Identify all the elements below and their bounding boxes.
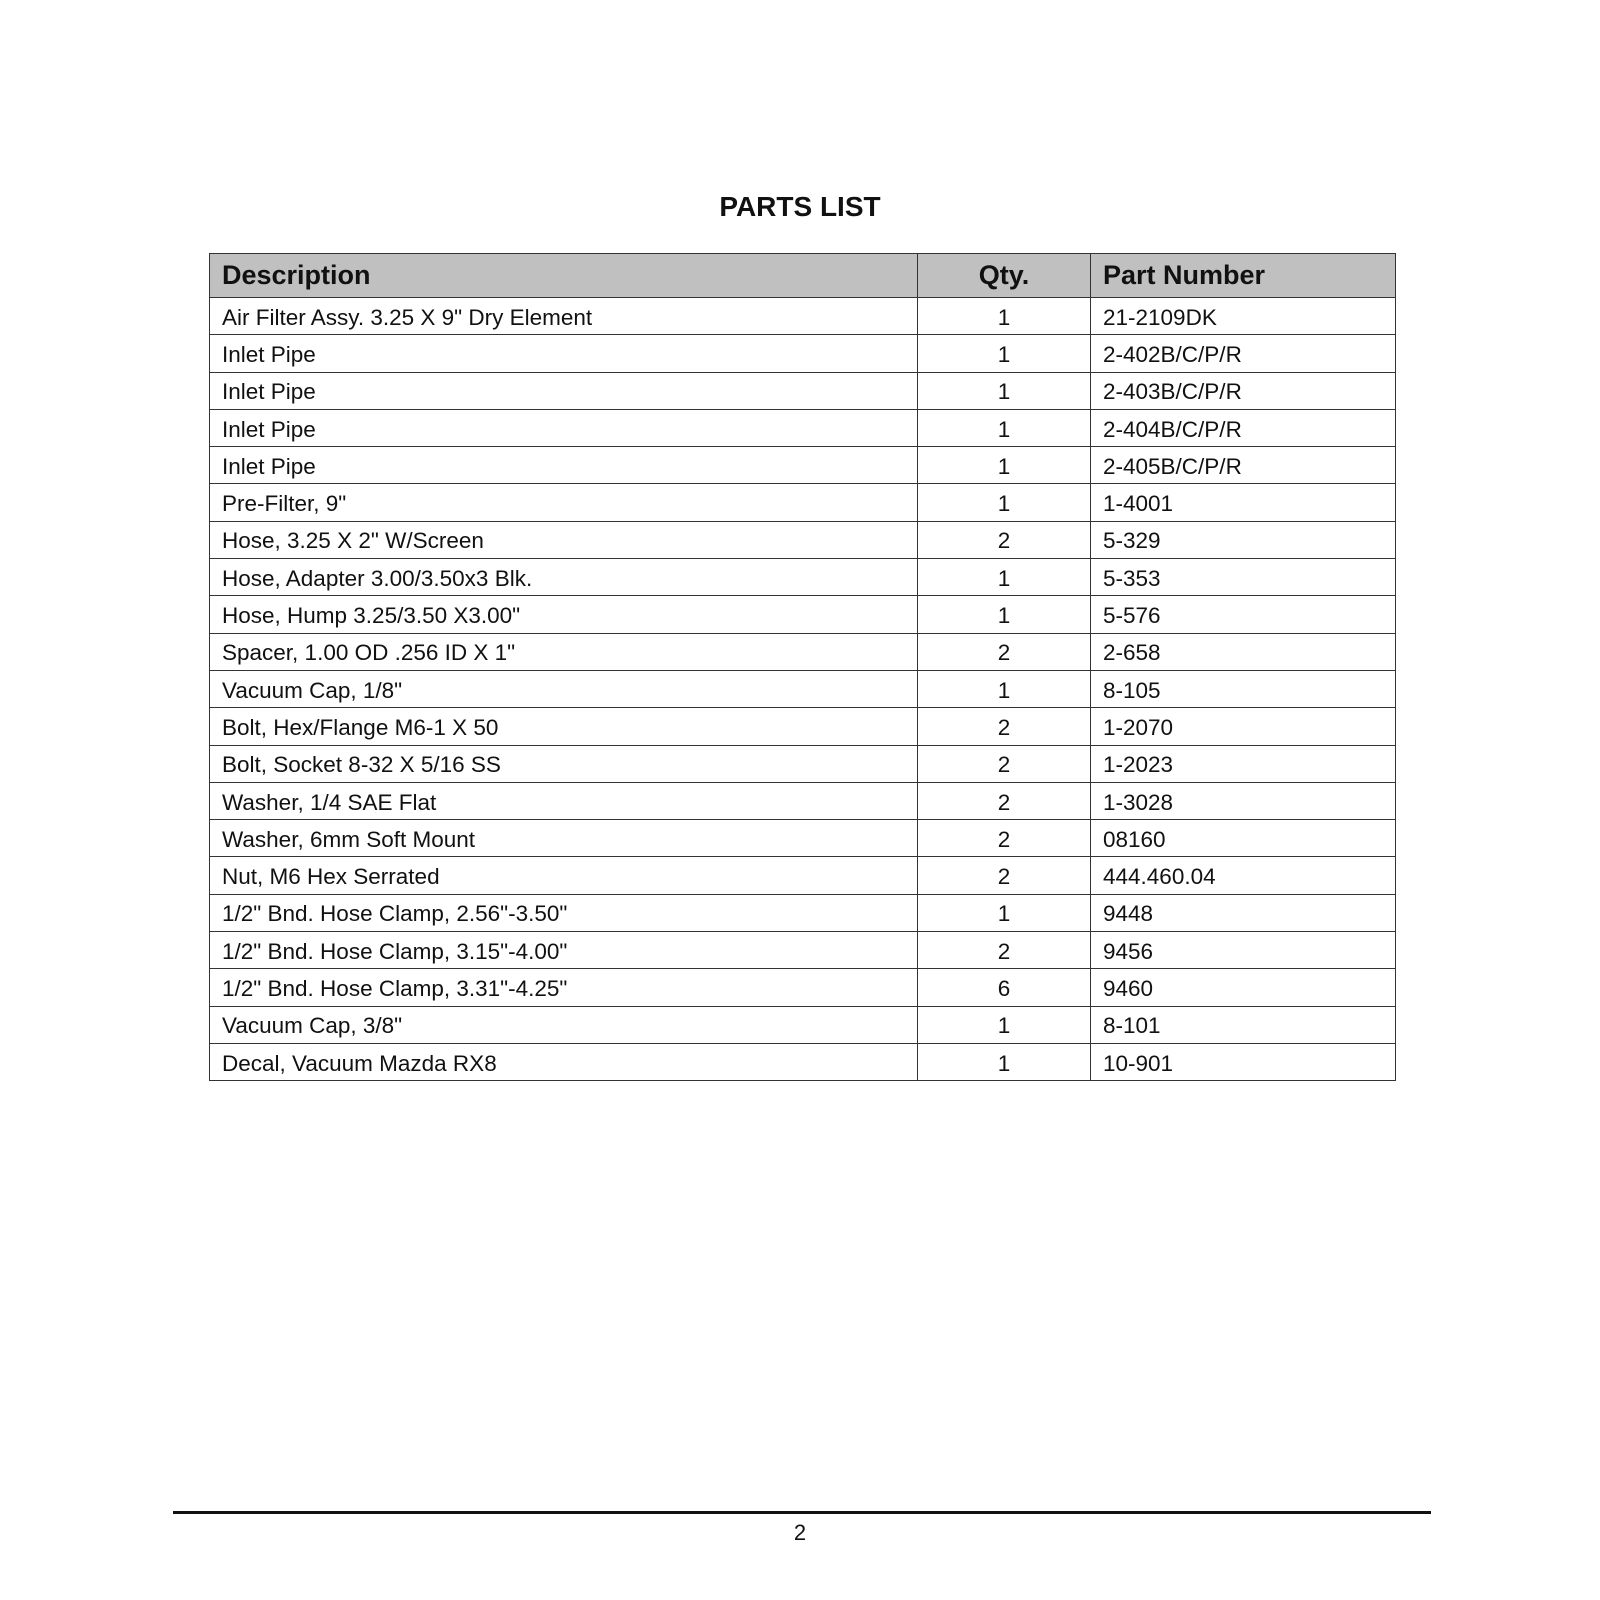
table-row — [210, 484, 1396, 521]
cell-part-number: 9456 — [1091, 932, 1396, 969]
cell-description: 1/2" Bnd. Hose Clamp, 2.56"-3.50" — [210, 894, 918, 931]
table-row — [210, 298, 1396, 335]
cell-qty: 2 — [918, 782, 1091, 819]
cell-qty: 2 — [918, 745, 1091, 782]
cell-description: Inlet Pipe — [210, 447, 918, 484]
cell-part-number: 2-403B/C/P/R — [1091, 372, 1396, 409]
cell-part-number: 2-402B/C/P/R — [1091, 335, 1396, 372]
table-row — [210, 559, 1396, 596]
table-row — [210, 969, 1396, 1006]
cell-part-number: 2-658 — [1091, 633, 1396, 670]
cell-description: Bolt, Hex/Flange M6-1 X 50 — [210, 708, 918, 745]
column-header-description: Description — [210, 254, 918, 298]
cell-part-number: 21-2109DK — [1091, 298, 1396, 335]
cell-qty: 2 — [918, 857, 1091, 894]
cell-description: Spacer, 1.00 OD .256 ID X 1" — [210, 633, 918, 670]
column-header-qty: Qty. — [918, 254, 1091, 298]
table-row — [210, 447, 1396, 484]
cell-part-number: 2-405B/C/P/R — [1091, 447, 1396, 484]
cell-description: Decal, Vacuum Mazda RX8 — [210, 1043, 918, 1080]
cell-qty: 1 — [918, 409, 1091, 446]
cell-qty: 2 — [918, 820, 1091, 857]
cell-part-number: 1-4001 — [1091, 484, 1396, 521]
cell-part-number: 9460 — [1091, 969, 1396, 1006]
cell-description: Inlet Pipe — [210, 372, 918, 409]
cell-qty: 1 — [918, 484, 1091, 521]
cell-description: Nut, M6 Hex Serrated — [210, 857, 918, 894]
table-row — [210, 1043, 1396, 1080]
table-header-row — [210, 254, 1396, 298]
table-row — [210, 521, 1396, 558]
cell-qty: 1 — [918, 1043, 1091, 1080]
cell-description: Hose, 3.25 X 2" W/Screen — [210, 521, 918, 558]
table-row — [210, 1006, 1396, 1043]
table-row — [210, 745, 1396, 782]
table-row — [210, 782, 1396, 819]
cell-part-number: 1-2023 — [1091, 745, 1396, 782]
cell-qty: 1 — [918, 559, 1091, 596]
cell-part-number: 5-353 — [1091, 559, 1396, 596]
cell-description: Bolt, Socket 8-32 X 5/16 SS — [210, 745, 918, 782]
cell-part-number: 8-101 — [1091, 1006, 1396, 1043]
column-header-part-number: Part Number — [1091, 254, 1396, 298]
cell-qty: 1 — [918, 447, 1091, 484]
cell-description: Washer, 1/4 SAE Flat — [210, 782, 918, 819]
cell-qty: 1 — [918, 596, 1091, 633]
cell-qty: 1 — [918, 1006, 1091, 1043]
cell-qty: 2 — [918, 708, 1091, 745]
table-row — [210, 335, 1396, 372]
cell-description: 1/2" Bnd. Hose Clamp, 3.15"-4.00" — [210, 932, 918, 969]
table-row — [210, 596, 1396, 633]
cell-description: Vacuum Cap, 3/8" — [210, 1006, 918, 1043]
cell-part-number: 10-901 — [1091, 1043, 1396, 1080]
cell-description: Pre-Filter, 9" — [210, 484, 918, 521]
cell-qty: 1 — [918, 335, 1091, 372]
table-row — [210, 932, 1396, 969]
table-row — [210, 708, 1396, 745]
table-row — [210, 894, 1396, 931]
footer-divider — [173, 1511, 1431, 1514]
cell-qty: 1 — [918, 298, 1091, 335]
cell-description: Hose, Hump 3.25/3.50 X3.00" — [210, 596, 918, 633]
cell-qty: 2 — [918, 633, 1091, 670]
table-row — [210, 820, 1396, 857]
cell-description: Inlet Pipe — [210, 335, 918, 372]
cell-part-number: 1-3028 — [1091, 782, 1396, 819]
table-row — [210, 409, 1396, 446]
cell-part-number: 8-105 — [1091, 670, 1396, 707]
page-title: PARTS LIST — [719, 191, 881, 222]
page-number: 2 — [793, 1520, 807, 1545]
cell-part-number: 9448 — [1091, 894, 1396, 931]
table-row — [210, 857, 1396, 894]
cell-qty: 2 — [918, 521, 1091, 558]
cell-part-number: 2-404B/C/P/R — [1091, 409, 1396, 446]
cell-qty: 1 — [918, 372, 1091, 409]
cell-part-number: 5-576 — [1091, 596, 1396, 633]
table-row — [210, 670, 1396, 707]
cell-description: Vacuum Cap, 1/8" — [210, 670, 918, 707]
cell-description: Inlet Pipe — [210, 409, 918, 446]
table-row — [210, 633, 1396, 670]
cell-part-number: 08160 — [1091, 820, 1396, 857]
cell-part-number: 5-329 — [1091, 521, 1396, 558]
cell-description: Hose, Adapter 3.00/3.50x3 Blk. — [210, 559, 918, 596]
table-body — [210, 298, 1396, 1081]
cell-description: Air Filter Assy. 3.25 X 9" Dry Element — [210, 298, 918, 335]
cell-part-number: 1-2070 — [1091, 708, 1396, 745]
cell-description: 1/2" Bnd. Hose Clamp, 3.31"-4.25" — [210, 969, 918, 1006]
cell-description: Washer, 6mm Soft Mount — [210, 820, 918, 857]
cell-part-number: 444.460.04 — [1091, 857, 1396, 894]
cell-qty: 1 — [918, 894, 1091, 931]
cell-qty: 2 — [918, 932, 1091, 969]
table-row — [210, 372, 1396, 409]
cell-qty: 6 — [918, 969, 1091, 1006]
cell-qty: 1 — [918, 670, 1091, 707]
parts-table — [209, 253, 1396, 1081]
